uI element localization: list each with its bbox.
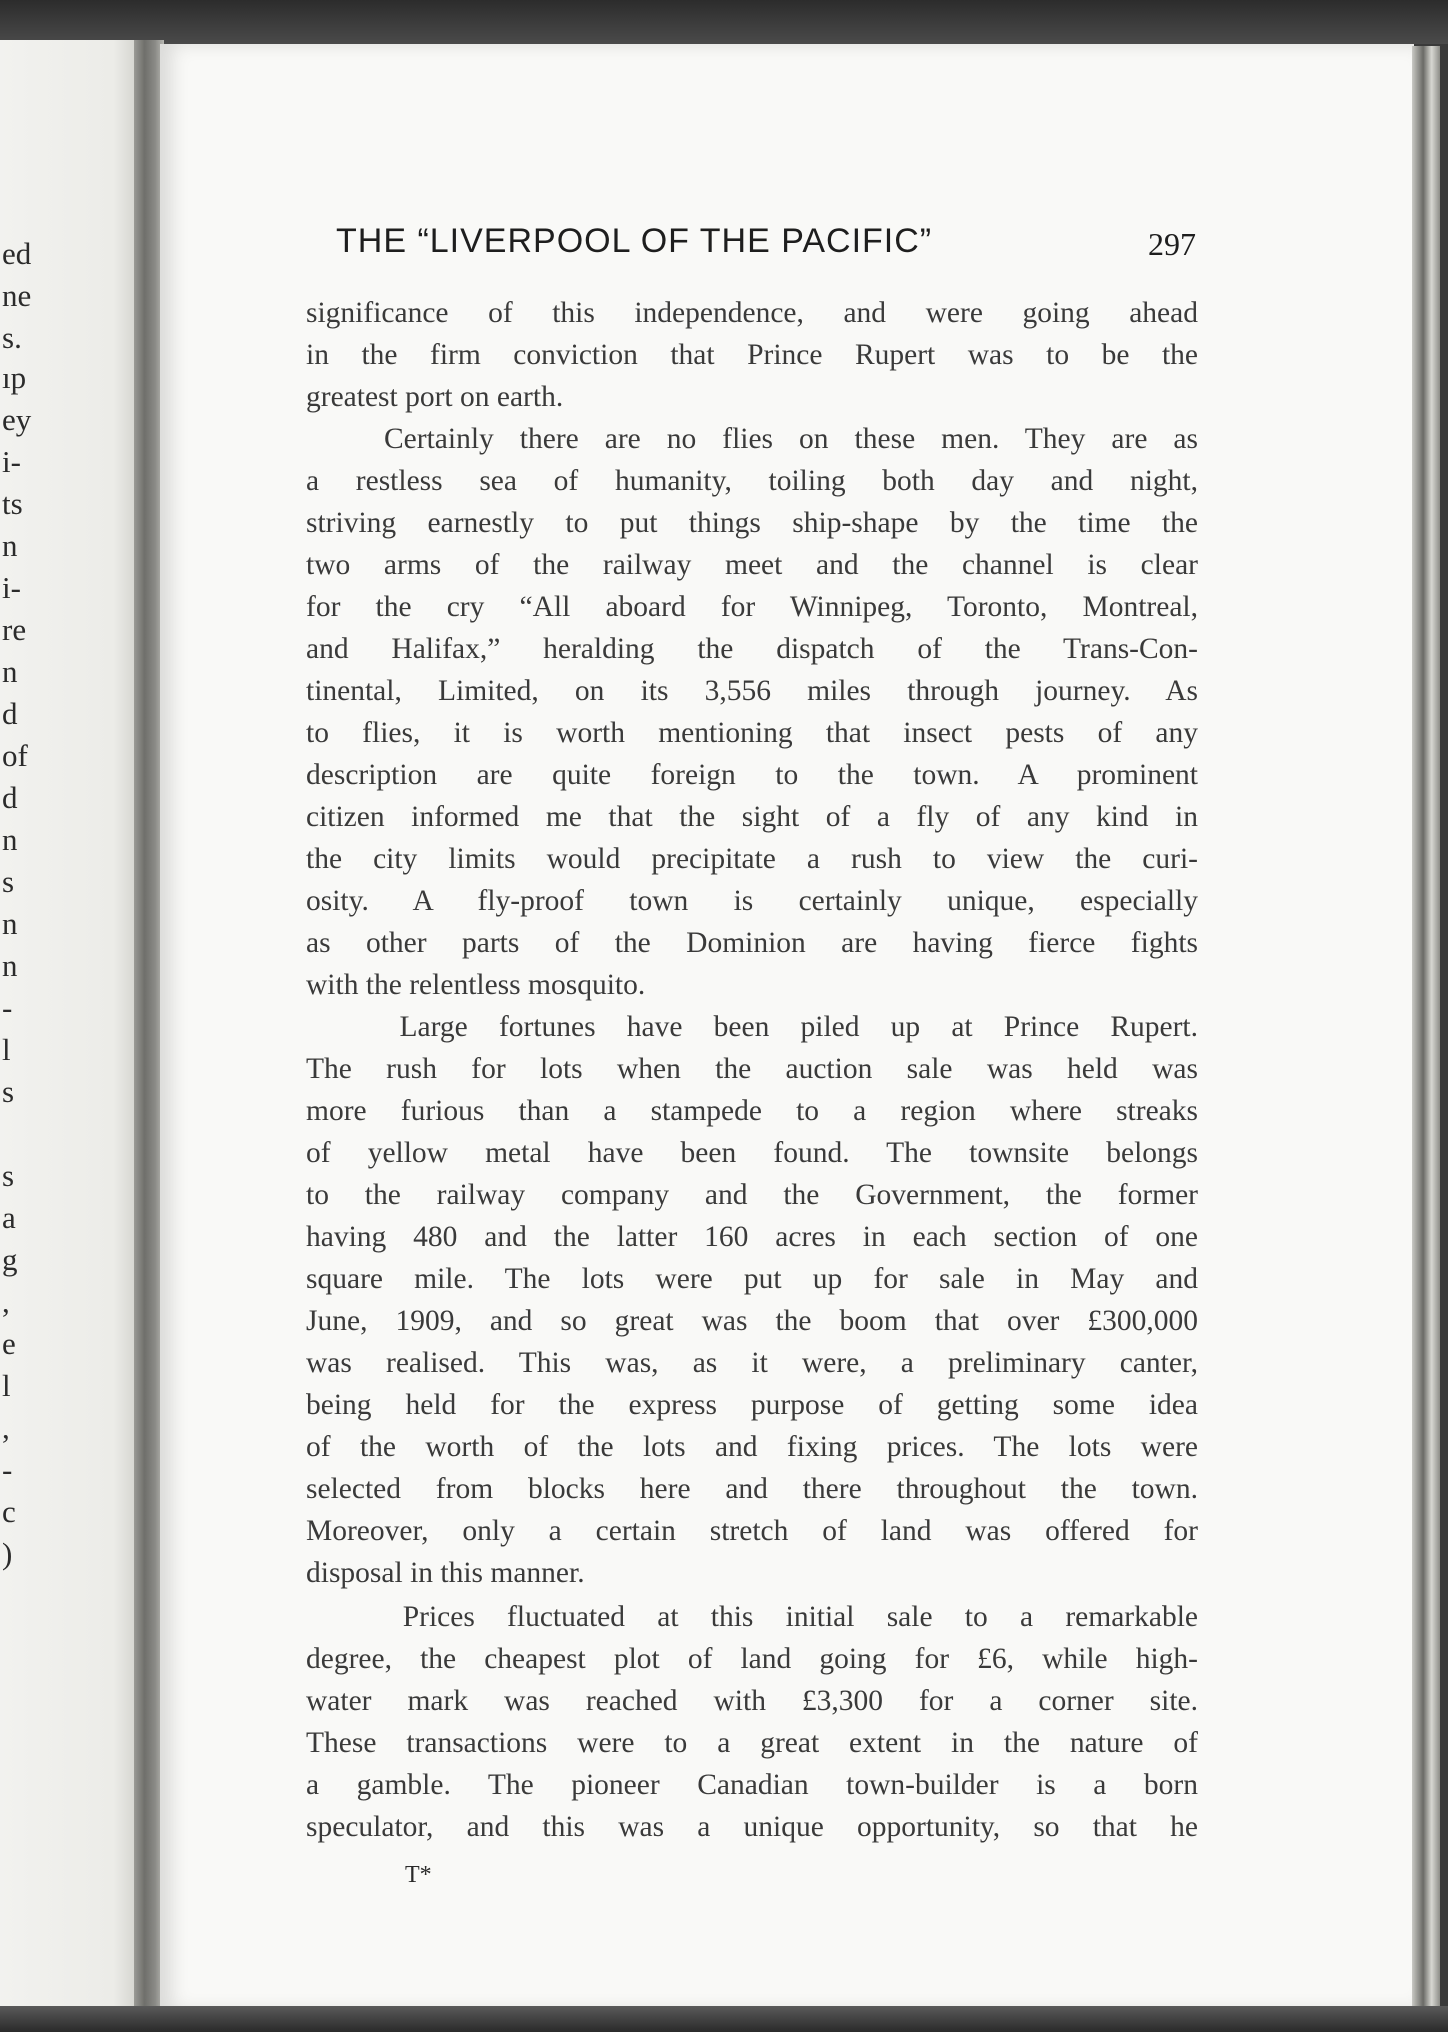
text-line: square mile. The lots were put up for sale in May and — [306, 1263, 1198, 1295]
text-line: greatest port on earth. — [306, 381, 564, 413]
left-page-fragment: i- — [2, 570, 21, 605]
text-line: was realised. This was, as it were, a preliminary canter, — [306, 1347, 1198, 1379]
left-page-fragment: , — [2, 1410, 10, 1445]
text-line: of the worth of the lots and fixing prices. The lots were — [306, 1431, 1198, 1463]
text-line: Certainly there are no flies on these men. They are as — [306, 423, 1198, 455]
text-line: of yellow metal have been found. The townsite belongs — [306, 1137, 1198, 1169]
left-page-fragment: d — [2, 780, 18, 815]
left-page-fragment: g — [2, 1242, 18, 1277]
text-line: with the relentless mosquito. — [306, 969, 646, 1001]
left-page-fragment: ey — [2, 402, 32, 437]
text-line: to flies, it is worth mentioning that insect pests of any — [306, 717, 1198, 749]
left-page-fragment: n — [2, 948, 18, 983]
text-line: more furious than a stampede to a region where streaks — [306, 1095, 1198, 1127]
text-line: two arms of the railway meet and the channel is clear — [306, 549, 1198, 581]
left-page-fragment: n — [2, 654, 18, 689]
text-line: striving earnestly to put things ship-shape by the time the — [306, 507, 1198, 539]
left-page-fragment: n — [2, 822, 18, 857]
text-line: water mark was reached with £3,300 for a corner site. — [306, 1685, 1198, 1717]
page-header — [336, 222, 1196, 268]
left-page-fragment: s — [2, 1158, 15, 1193]
text-line: disposal in this manner. — [306, 1557, 585, 1589]
left-page-fragment: ed — [2, 236, 32, 271]
scan-top-border — [0, 0, 1448, 44]
text-line: Prices fluctuated at this initial sale to a remarkable — [306, 1601, 1198, 1633]
text-line: in the firm conviction that Prince Rupert was to be the — [306, 339, 1198, 371]
text-line: and Halifax,” heralding the dispatch of the Trans-Con- — [306, 633, 1198, 665]
text-line: citizen informed me that the sight of a fly of any kind in — [306, 801, 1198, 833]
text-line: osity. A fly-proof town is certainly unique, especially — [306, 885, 1198, 917]
left-page-fragment: l — [2, 1368, 11, 1403]
text-line: tinental, Limited, on its 3,556 miles through journey. As — [306, 675, 1198, 707]
text-line: The rush for lots when the auction sale was held was — [306, 1053, 1198, 1085]
left-page-fragment: - — [2, 1452, 13, 1487]
scan-bottom-border — [0, 2006, 1448, 2032]
text-line: description are quite foreign to the town. A prominent — [306, 759, 1198, 791]
text-line: as other parts of the Dominion are having fierce fights — [306, 927, 1198, 959]
text-line: being held for the express purpose of getting some idea — [306, 1389, 1198, 1421]
left-page-fragment: s — [2, 864, 15, 899]
left-page-fragment: - — [2, 990, 13, 1025]
left-page-edge — [0, 40, 142, 2012]
left-page-fragment: d — [2, 696, 18, 731]
signature-mark: T* — [405, 1862, 432, 1888]
text-line: Moreover, only a certain stretch of land was offered for — [306, 1515, 1198, 1547]
left-page-fragment: re — [2, 612, 27, 647]
left-page-fragment: c — [2, 1494, 16, 1529]
text-line: June, 1909, and so great was the boom that over £300,000 — [306, 1305, 1198, 1337]
left-page-fragment: , — [2, 1284, 10, 1319]
left-page-fragment: e — [2, 1326, 16, 1361]
left-page-fragment: n — [2, 528, 18, 563]
text-line: significance of this independence, and were going ahead — [306, 297, 1198, 329]
left-page-fragment: n — [2, 906, 18, 941]
text-line: speculator, and this was a unique opportunity, so that he — [306, 1811, 1198, 1843]
text-line: These transactions were to a great extent in the nature of — [306, 1727, 1198, 1759]
left-page-fragment: s. — [2, 320, 22, 355]
left-page-fragment: i- — [2, 444, 21, 479]
text-line: the city limits would precipitate a rush to view the curi- — [306, 843, 1198, 875]
left-page-fragment: ne — [2, 278, 32, 313]
text-line: Large fortunes have been piled up at Prince Rupert. — [306, 1011, 1198, 1043]
page-edge-right — [1412, 46, 1440, 2012]
text-line: selected from blocks here and there throughout the town. — [306, 1473, 1198, 1505]
left-page-fragment: a — [2, 1200, 16, 1235]
text-line: degree, the cheapest plot of land going for £6, while high- — [306, 1643, 1198, 1675]
left-page-fragment: of — [2, 738, 28, 773]
text-line: to the railway company and the Government, the former — [306, 1179, 1198, 1211]
left-page-fragment: ıp — [2, 360, 27, 395]
left-page-fragment: s — [2, 1074, 15, 1109]
left-page-fragment: l — [2, 1032, 11, 1067]
left-page-fragment: ) — [2, 1536, 13, 1571]
left-page-fragment: ts — [2, 486, 23, 521]
text-line: having 480 and the latter 160 acres in each section of one — [306, 1221, 1198, 1253]
text-line: a restless sea of humanity, toiling both day and night, — [306, 465, 1198, 497]
text-line: for the cry “All aboard for Winnipeg, Toronto, Montreal, — [306, 591, 1198, 623]
page-number: 297 — [1148, 226, 1196, 262]
text-line: a gamble. The pioneer Canadian town-builder is a born — [306, 1769, 1198, 1801]
running-head: THE “LIVERPOOL OF THE PACIFIC” — [336, 222, 933, 260]
